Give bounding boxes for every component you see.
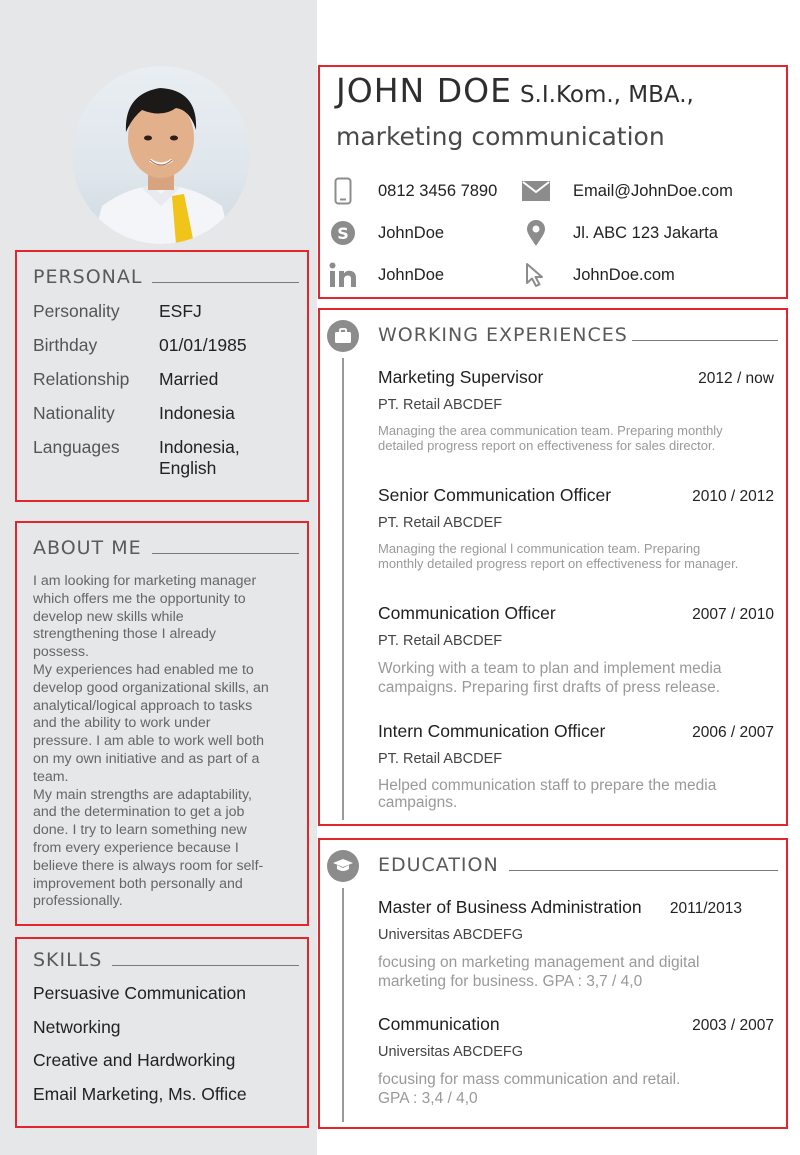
full-name: JOHN DOE	[336, 71, 512, 110]
entry-desc: Managing the regional l communication team. Preparing monthly detailed progress report on effectiveness for manager.	[378, 541, 739, 571]
skill-item: Persuasive Communication	[33, 983, 247, 1003]
about-line: My experiences had enabled me to	[33, 661, 254, 678]
personal-key: Personality	[33, 301, 120, 321]
contact-address: Jl. ABC 123 Jakarta	[521, 217, 718, 249]
about-line: I am looking for marketing manager	[33, 573, 257, 589]
personal-key: Birthday	[33, 335, 98, 355]
about-line: on my own initiative and as part of a	[33, 750, 260, 767]
contact-linkedin: JohnDoe	[328, 259, 444, 291]
about-line: done. I try to learn something new	[33, 822, 247, 839]
personal-key	[33, 458, 159, 479]
personal-row	[33, 301, 299, 322]
contact-skype: S JohnDoe	[328, 217, 444, 249]
personal-row	[33, 403, 299, 424]
degree: S.I.Kom., MBA.,	[519, 82, 694, 108]
entry-date: 2007 / 2010	[692, 606, 774, 623]
about-line: professionally.	[33, 893, 123, 910]
about-line: from every experience because I	[33, 839, 239, 856]
about-text	[33, 573, 299, 911]
about-line: team.	[33, 768, 69, 785]
about-line: which offers me the opportunity to	[33, 590, 246, 607]
entry-title: Master of Business Administration	[378, 897, 642, 917]
education-entry	[378, 897, 774, 991]
education-section	[318, 838, 788, 1129]
personal-row	[33, 458, 299, 479]
experience-entry	[378, 367, 774, 453]
mobile-phone-icon	[328, 176, 358, 206]
entry-org: PT. Retail ABCDEF	[378, 633, 503, 649]
experience-entry	[378, 721, 774, 811]
personal-key: Relationship	[33, 369, 130, 389]
about-line: believe there is always room for self-	[33, 857, 264, 874]
personal-row	[33, 369, 299, 390]
personal-section	[15, 250, 309, 502]
personal-row	[33, 437, 299, 458]
personal-value: Indonesia,	[159, 437, 240, 457]
about-line: strengthening those I already	[33, 626, 216, 643]
entry-date: 2006 / 2007	[692, 724, 774, 741]
name-line	[336, 71, 786, 110]
skype-icon	[328, 218, 358, 248]
experience-entry	[378, 603, 774, 697]
briefcase-icon	[327, 320, 359, 352]
about-line: improvement both personally and	[33, 875, 243, 892]
graduation-cap-icon	[327, 850, 359, 882]
personal-heading: PERSONAL	[33, 266, 299, 288]
svg-text:S: S	[337, 224, 349, 243]
experience-section	[318, 308, 788, 826]
about-line: analytical/logical approach to tasks	[33, 697, 253, 714]
entry-date: 2010 / 2012	[692, 488, 774, 505]
entry-title: Marketing Supervisor	[378, 367, 544, 387]
entry-title: Senior Communication Officer	[378, 485, 612, 505]
skill-item: Networking	[33, 1016, 121, 1037]
contact-phone: 0812 3456 7890	[328, 175, 497, 207]
education-entry	[378, 1014, 774, 1108]
entry-desc: Managing the area communication team. Preparing monthly detailed progress report on effectiveness for sales director.	[378, 423, 723, 453]
skills-heading: SKILLS	[33, 949, 299, 971]
skill-item: Email Marketing, Ms. Office	[33, 1083, 247, 1104]
experience-heading: WORKING EXPERIENCES	[378, 324, 778, 346]
entry-date: 2003 / 2007	[692, 1017, 774, 1034]
entry-desc: focusing on marketing management and digital marketing for business. GPA : 3,7 / 4,0	[378, 954, 700, 990]
personal-row	[33, 335, 299, 356]
cursor-icon	[521, 260, 551, 290]
skills-section	[15, 937, 309, 1128]
personal-value: 01/01/1985	[159, 335, 247, 355]
education-timeline	[342, 888, 344, 1122]
experience-timeline	[342, 358, 344, 820]
entry-org: PT. Retail ABCDEF	[378, 397, 503, 413]
entry-date: 2011/2013	[669, 900, 742, 917]
personal-value: English	[159, 458, 217, 478]
skill-item: Creative and Hardworking	[33, 1050, 236, 1070]
linkedin-icon	[328, 260, 358, 290]
entry-title: Communication Officer	[378, 603, 556, 623]
about-section	[15, 521, 309, 926]
personal-value: ESFJ	[159, 301, 202, 321]
personal-value: Married	[159, 369, 219, 389]
personal-key: Languages	[33, 437, 120, 457]
about-line: and the ability to work under	[33, 715, 211, 732]
profile-photo	[72, 66, 250, 244]
about-line: My main strengths are adaptability,	[33, 786, 252, 803]
header-section	[318, 65, 788, 299]
contact-email: Email@JohnDoe.com	[521, 175, 733, 207]
entry-org: PT. Retail ABCDEF	[378, 515, 503, 531]
entry-desc: focusing for mass communication and retail. GPA : 3,4 / 4,0	[378, 1071, 681, 1107]
about-line: possess.	[33, 644, 89, 661]
experience-entry	[378, 485, 774, 571]
about-line: develop new skills while	[33, 608, 184, 625]
education-heading: EDUCATION	[378, 854, 778, 876]
personal-key: Nationality	[33, 403, 115, 423]
about-line: develop good organizational skills, an	[33, 679, 269, 696]
entry-desc: Working with a team to plan and implement media campaigns. Preparing first drafts of press release.	[378, 660, 722, 696]
contact-website[interactable]: JohnDoe.com	[521, 259, 675, 291]
about-line: pressure. I am able to work well both	[33, 733, 265, 750]
entry-title: Communication	[378, 1014, 500, 1034]
entry-org: PT. Retail ABCDEF	[378, 751, 503, 767]
entry-title: Intern Communication Officer	[378, 721, 606, 741]
personal-value: Indonesia	[159, 403, 235, 423]
job-role: marketing communication	[336, 122, 665, 151]
entry-date: 2012 / now	[698, 370, 774, 387]
entry-org: Universitas ABCDEFG	[378, 927, 524, 943]
location-pin-icon	[521, 218, 551, 248]
about-heading: ABOUT ME	[33, 537, 299, 559]
about-line: and the determination to get a job	[33, 804, 245, 821]
entry-org: Universitas ABCDEFG	[378, 1044, 524, 1060]
envelope-icon	[521, 176, 551, 206]
entry-desc: Helped communication staff to prepare the media campaigns.	[378, 777, 717, 811]
